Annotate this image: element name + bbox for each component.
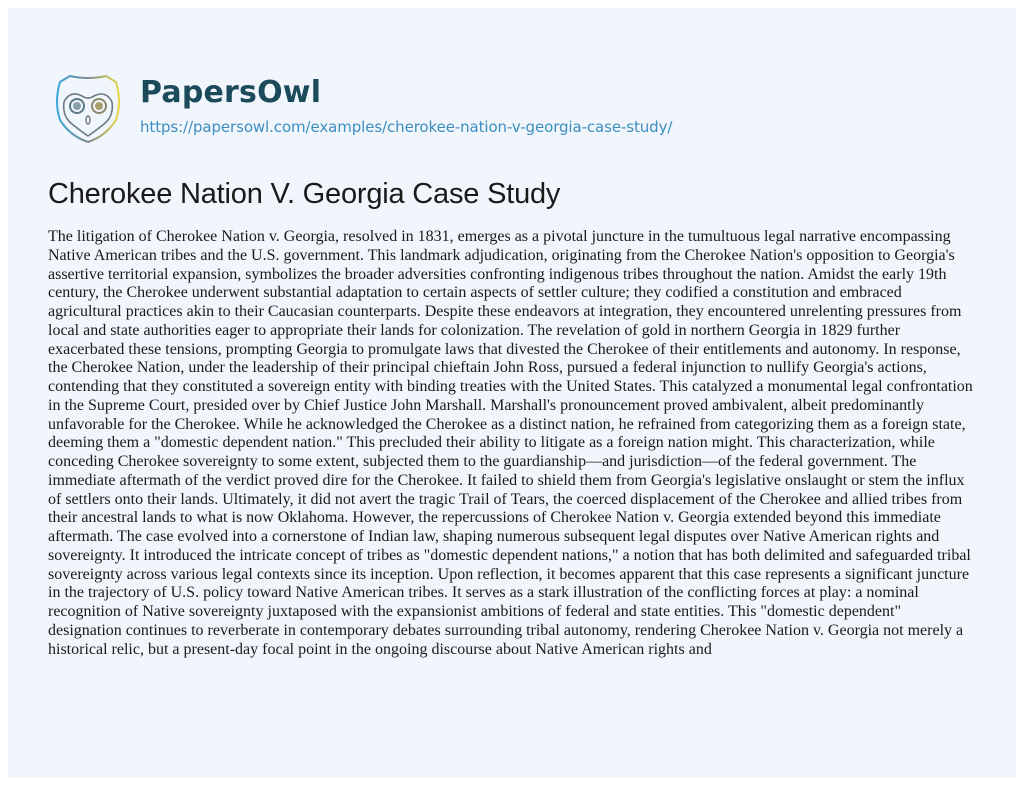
body-line: in the trajectory of U.S. policy toward Native American tribes. It serves as a stark illustration of the conflicting forces at play: a nominal bbox=[48, 584, 919, 602]
source-url-link[interactable]: https://papersowl.com/examples/cherokee-nation-v-georgia-case-study/ bbox=[140, 118, 673, 136]
body-line: recognition of Native sovereignty juxtaposed with the expansionist ambitions of federal and state entities. This "domestic dependent" bbox=[48, 603, 902, 620]
body-line: exacerbated these tensions, prompting Georgia to promulgate laws that divested the Cherokee of their entitlements and autonomy. In response, bbox=[48, 340, 961, 358]
page-title: Cherokee Nation V. Georgia Case Study bbox=[48, 178, 561, 210]
brand-name: PapersOwl bbox=[140, 75, 322, 110]
body-line: century, the Cherokee underwent substantial adaptation to certain aspects of settler culture; they codified a constitution and embraced bbox=[48, 284, 902, 302]
body-line: The litigation of Cherokee Nation v. Georgia, resolved in 1831, emerges as a pivotal juncture in the tumultuous legal narrative encompassing bbox=[48, 228, 951, 245]
owl-logo-icon bbox=[48, 68, 128, 148]
site-header bbox=[48, 68, 672, 148]
body-line: their ancestral lands to what is now Oklahoma. However, the repercussions of Cherokee Nation v. Georgia extended beyond this immediate bbox=[48, 509, 941, 527]
body-line: local and state authorities eager to appropriate their lands for colonization. The revelation of gold in northern Georgia in 1829 further bbox=[48, 321, 901, 339]
body-line: deeming them a "domestic dependent nation." This precluded their ability to litigate as a foreign nation might. This characterization, while bbox=[48, 434, 935, 452]
body-line: sovereignty across various legal contexts since its inception. Upon reflection, it becomes apparent that this case represents a significant juncture bbox=[48, 565, 970, 583]
body-line: the Cherokee Nation, under the leadership of their principal chieftain John Ross, pursued a federal injunction to nullify Georgia's actions, bbox=[48, 359, 927, 377]
body-line: contending that they constituted a sovereign entity with binding treaties with the United States. This catalyzed a monumental legal confrontation bbox=[48, 378, 973, 395]
body-line: assertive territorial expansion, symbolizes the broader adversities confronting indigenous tribes throughout the nation. Amidst the early 19th bbox=[48, 265, 947, 283]
page-background bbox=[8, 8, 1016, 778]
body-line: aftermath. The case evolved into a cornerstone of Indian law, shaping numerous subsequent legal disputes over Native American rights and bbox=[48, 528, 940, 545]
body-line: sovereignty. It introduced the intricate concept of tribes as "domestic dependent nations," a notion that has both delimited and safeguarded tribal bbox=[48, 546, 971, 564]
brand bbox=[140, 75, 673, 137]
body-line: conceding Cherokee sovereignty to some extent, subjected them to the guardianship—and jurisdiction—of the federal government. The bbox=[48, 453, 917, 470]
body-line: immediate aftermath of the verdict proved dire for the Cherokee. It failed to shield them from Georgia's legislative onslaught or stem the influx bbox=[48, 471, 965, 489]
body-line: in the Supreme Court, presided over by Chief Justice John Marshall. Marshall's pronouncement proved ambivalent, albeit predominantly bbox=[48, 396, 925, 414]
body-line: designation continues to reverberate in contemporary debates surrounding tribal autonomy, rendering Cherokee Nation v. Georgia not merely a bbox=[48, 621, 964, 639]
body-line: unfavorable for the Cherokee. While he acknowledged the Cherokee as a distinct nation, he refrained from categorizing them as a foreign state, bbox=[48, 415, 966, 433]
body-line: agricultural practices akin to their Caucasian counterparts. Despite these endeavors at integration, they encountered unrelenting pressures from bbox=[48, 303, 962, 320]
body-line: historical relic, but a present-day focal point in the ongoing discourse about Native American rights and bbox=[48, 640, 712, 658]
body-line: of settlers onto their lands. Ultimately, it did not avert the tragic Trail of Tears, the coerced displacement of the Cherokee and allied tribes from bbox=[48, 490, 963, 508]
body-line: Native American tribes and the U.S. government. This landmark adjudication, originating from the Cherokee Nation's opposition to Georgia's bbox=[48, 246, 955, 264]
article-body bbox=[48, 228, 992, 659]
